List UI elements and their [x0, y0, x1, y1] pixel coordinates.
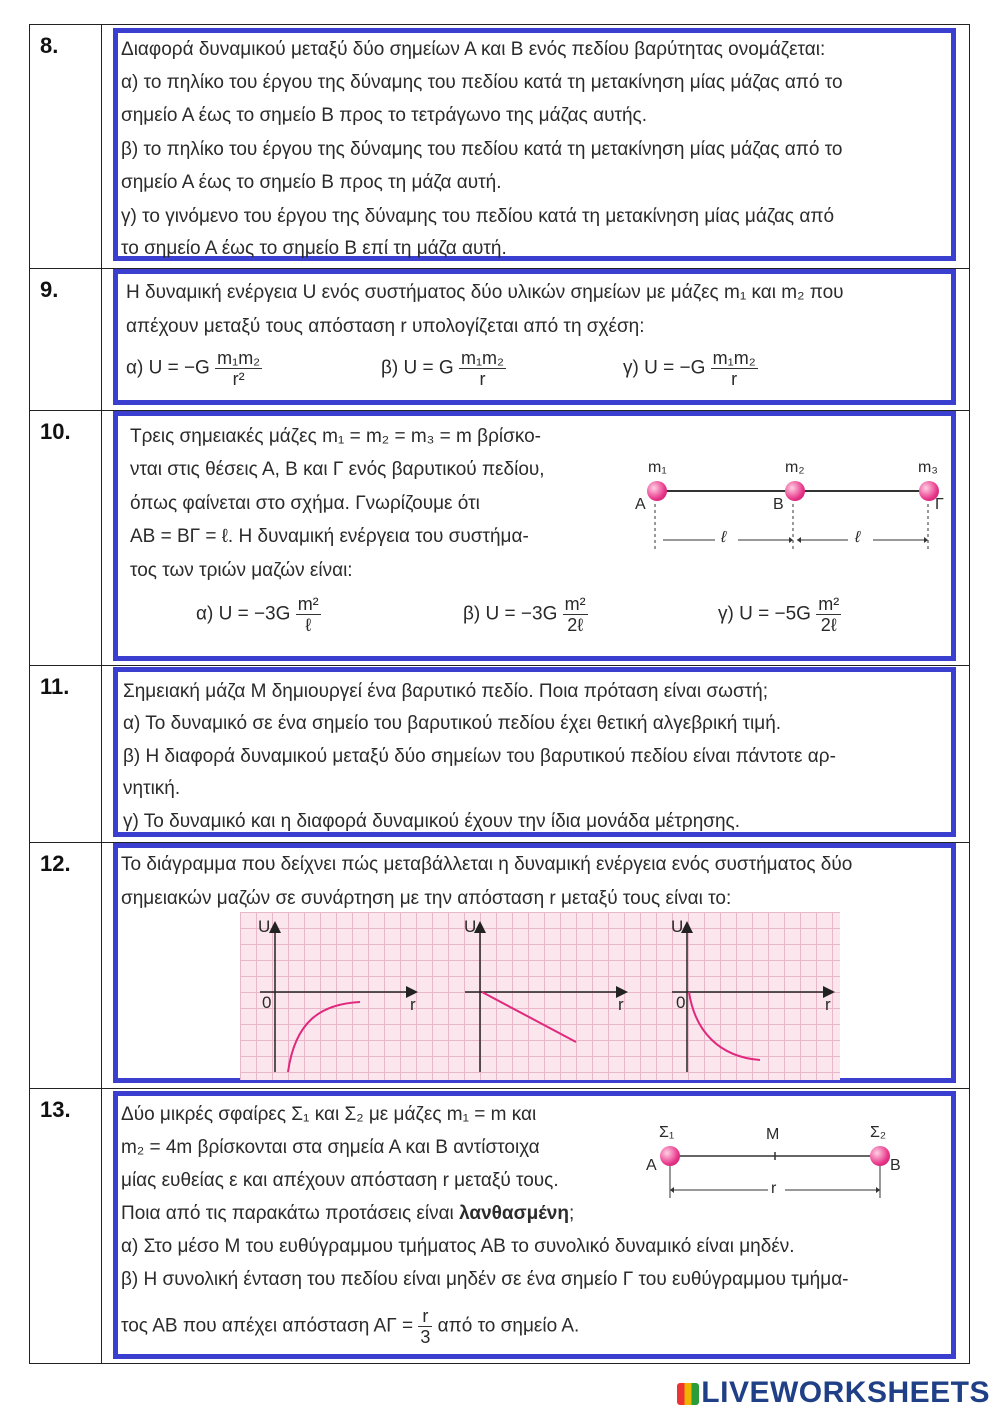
- label-length-1: ℓ: [721, 529, 727, 546]
- formula-suffix: από το σημείο Α.: [437, 1315, 580, 1337]
- q10-line: τος των τριών μαζών είναι:: [130, 560, 353, 581]
- q10-line: Τρεις σημειακές μάζες m₁ = m₂ = m₃ = m βρίσκο-: [130, 426, 541, 447]
- q8-line: α) το πηλίκο του έργου της δύναμης του πεδίου κατά τη μετακίνηση μίας μάζας από το: [121, 72, 843, 93]
- q11-line: β) Η διαφορά δυναμικού μεταξύ δύο σημείων του βαρυτικού πεδίου είναι πάντοτε αρ-: [123, 746, 836, 767]
- q8-line: το σημείο Α έως το σημείο Β επί τη μάζα αυτή.: [121, 238, 507, 259]
- formula-prefix: α) U = −3G: [196, 603, 291, 625]
- graph1-axis-u: U: [258, 917, 271, 936]
- q9-option-a: [126, 348, 262, 389]
- sphere-2: [870, 1146, 890, 1166]
- graph-option-b: [465, 924, 625, 1072]
- q13-line-question: [121, 1197, 574, 1230]
- q13-option-b: β) Η συνολική ένταση του πεδίου είναι μηδέν σε ένα σημείο Γ του ευθύγραμμου τμήμα-: [121, 1269, 849, 1290]
- denominator: 2ℓ: [567, 615, 584, 635]
- two-spheres-figure: [640, 1124, 940, 1204]
- label-s1: Σ₁: [659, 1124, 675, 1141]
- graph2-axis-r: r: [618, 995, 624, 1014]
- question-11-box: [113, 667, 956, 837]
- numerator: m₁m₂: [712, 348, 756, 368]
- question-number: 10.: [40, 419, 71, 444]
- label-M: Μ: [766, 1126, 780, 1143]
- liveworksheets-logo: [677, 1376, 990, 1410]
- numerator: m₁m₂: [460, 348, 505, 368]
- q10-line: ΑΒ = ΒΓ = ℓ. Η δυναμική ενέργεια του συστήμα-: [130, 526, 529, 547]
- q10-line: όπως φαίνεται στο σχήμα. Γνωρίζουμε ότι: [130, 493, 480, 514]
- denominator: ℓ: [305, 615, 312, 635]
- numerator: m²: [297, 594, 319, 614]
- numerator: r: [418, 1306, 432, 1327]
- label-s2: Σ₂: [870, 1124, 887, 1141]
- graph-option-c: [672, 924, 832, 1072]
- q8-line: Διαφορά δυναμικού μεταξύ δύο σημείων Α και Β ενός πεδίου βαρύτητας ονομάζεται:: [121, 39, 826, 60]
- numerator: m²: [564, 594, 586, 614]
- fraction: [711, 348, 758, 389]
- formula-prefix: α) U = −G: [126, 357, 210, 379]
- label-m3: m₃: [918, 459, 938, 476]
- graph2-axis-u: U: [464, 917, 477, 936]
- graph1-axis-r: r: [410, 995, 416, 1014]
- formula-prefix: τος ΑΒ που απέχει απόσταση ΑΓ =: [121, 1315, 414, 1337]
- q12-line: σημειακών μαζών σε συνάρτηση με την απόσταση r μεταξύ τους είναι το:: [121, 888, 732, 909]
- q9-line: απέχουν μεταξύ τους απόσταση r υπολογίζεται από τη σχέση:: [126, 316, 645, 337]
- question-number: 11.: [40, 674, 70, 699]
- q10-option-b: [463, 594, 588, 635]
- label-A: Α: [646, 1157, 657, 1174]
- denominator: 2ℓ: [820, 615, 837, 635]
- denominator: r²: [232, 369, 245, 389]
- energy-graphs: [240, 912, 840, 1080]
- mass-ball-1: [647, 481, 667, 501]
- label-G: Γ: [935, 496, 944, 513]
- graph3-origin: 0: [676, 993, 686, 1012]
- question-number: 12.: [40, 851, 71, 876]
- label-r: r: [771, 1180, 777, 1197]
- fraction: [563, 594, 588, 635]
- fraction: [296, 594, 321, 635]
- question-9-box: [113, 269, 956, 405]
- three-masses-figure: [633, 454, 943, 554]
- q8-line: γ) το γινόμενο του έργου της δύναμης του πεδίου κατά τη μετακίνηση μίας μάζας από: [121, 206, 835, 227]
- question-text: Ποια από τις παρακάτω προτάσεις είναι: [121, 1203, 460, 1224]
- formula-prefix: γ) U = −G: [623, 357, 706, 379]
- formula-prefix: β) U = G: [381, 357, 454, 379]
- question-10-box: [113, 411, 956, 661]
- question-8-box: [113, 28, 956, 261]
- q8-line: σημείο Α έως το σημείο Β προς το τετράγωνο της μάζας αυτής.: [121, 105, 647, 126]
- mass-ball-2: [785, 481, 805, 501]
- q9-option-c: [623, 348, 758, 389]
- q13-line: Δύο μικρές σφαίρες Σ₁ και Σ₂ με μάζες m₁ = m και: [121, 1104, 537, 1125]
- question-number: 9.: [40, 277, 59, 302]
- fraction: [816, 594, 841, 635]
- label-m1: m₁: [648, 459, 667, 476]
- q13-line: μίας ευθείας ε και απέχουν απόσταση r μεταξύ τους.: [121, 1170, 559, 1191]
- q8-line: σημείο Α έως το σημείο Β προς τη μάζα αυτή.: [121, 172, 502, 193]
- q11-line: α) Το δυναμικό σε ένα σημείο του βαρυτικού πεδίου έχει θετική αλγεβρική τιμή.: [123, 713, 782, 734]
- fraction: [418, 1306, 432, 1347]
- question-13-box: [113, 1091, 956, 1359]
- q9-option-b: [381, 348, 506, 389]
- label-length-2: ℓ: [855, 529, 861, 546]
- question-number: 13.: [40, 1097, 71, 1122]
- q8-line: β) το πηλίκο του έργου της δύναμης του πεδίου κατά τη μετακίνηση μίας μάζας από το: [121, 139, 843, 160]
- emphasis-word: λανθασμένη: [459, 1203, 569, 1224]
- q13-option-b-cont: [121, 1306, 579, 1347]
- label-B: Β: [890, 1157, 901, 1174]
- numerator: m₁m₂: [217, 348, 261, 368]
- fraction: [459, 348, 506, 389]
- logo-text: LIVEWORKSHEETS: [701, 1376, 990, 1409]
- formula-prefix: β) U = −3G: [463, 603, 558, 625]
- formula-prefix: γ) U = −5G: [718, 603, 811, 625]
- denominator: r: [731, 369, 738, 389]
- denominator: 3: [420, 1327, 431, 1347]
- denominator: r: [479, 369, 486, 389]
- numerator: m²: [818, 594, 840, 614]
- q9-line: Η δυναμική ενέργεια U ενός συστήματος δύο υλικών σημείων με μάζες m₁ και m₂ που: [126, 282, 844, 303]
- question-number: 8.: [40, 33, 59, 58]
- logo-icon: [677, 1383, 699, 1405]
- q11-line: νητική.: [123, 778, 181, 799]
- fraction: [215, 348, 262, 389]
- label-m2: m₂: [785, 459, 805, 476]
- label-B: Β: [773, 496, 784, 513]
- q13-option-a: α) Στο μέσο Μ του ευθύγραμμου τμήματος ΑΒ το συνολικό δυναμικό είναι μηδέν.: [121, 1236, 795, 1257]
- q12-line: Το διάγραμμα που δείχνει πώς μεταβάλλεται η δυναμική ενέργεια ενός συστήματος δύο: [121, 854, 853, 875]
- q11-line: γ) Το δυναμικό και η διαφορά δυναμικού έχουν την ίδια μονάδα μέτρησης.: [123, 811, 740, 832]
- graph3-axis-u: U: [671, 917, 684, 936]
- sphere-1: [660, 1146, 680, 1166]
- graph3-axis-r: r: [825, 995, 831, 1014]
- q13-line: m₂ = 4m βρίσκονται στα σημεία Α και Β αντίστοιχα: [121, 1137, 540, 1158]
- question-mark: ;: [568, 1203, 575, 1224]
- q11-line: Σημειακή μάζα Μ δημιουργεί ένα βαρυτικό πεδίο. Ποια πρόταση είναι σωστή;: [123, 681, 769, 702]
- graph-option-a: [260, 924, 415, 1072]
- q10-line: νται στις θέσεις Α, Β και Γ ενός βαρυτικού πεδίου,: [130, 459, 545, 480]
- q10-option-c: [718, 594, 841, 635]
- q10-option-a: [196, 594, 321, 635]
- graph1-origin: 0: [262, 993, 272, 1012]
- label-A: Α: [635, 496, 646, 513]
